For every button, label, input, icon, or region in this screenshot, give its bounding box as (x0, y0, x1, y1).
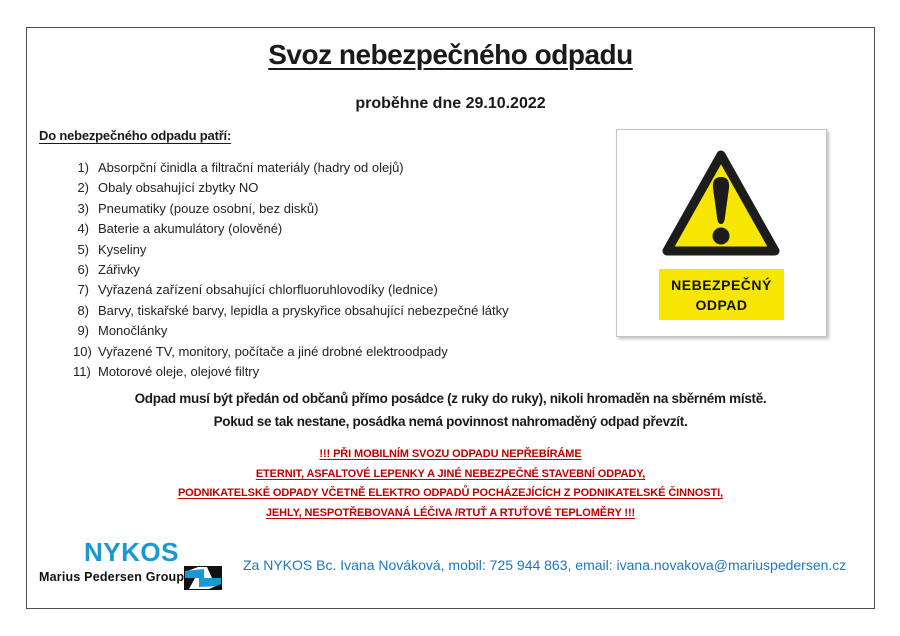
warning-triangle-icon (658, 146, 784, 264)
list-item (73, 280, 509, 300)
list-item (73, 240, 509, 260)
marius-pedersen-group-label: Marius Pedersen Group (39, 570, 185, 584)
nykos-logo: NYKOS (84, 537, 179, 567)
list-item-text: Absorpční činidla a filtrační materiály (hadry od olejů) (98, 160, 404, 175)
list-item-text: Vyřazené TV, monitory, počítače a jiné drobné elektroodpady (98, 343, 448, 359)
list-item-number: 7) (77, 282, 89, 298)
list-item-text: Baterie a akumulátory (olověné) (98, 221, 283, 237)
list-item-text: Motorové oleje, olejové filtry (98, 363, 260, 379)
list-item-number: 8) (77, 302, 89, 318)
page-frame (26, 27, 875, 609)
list-item-number: 5) (77, 241, 89, 257)
list-item (73, 321, 509, 341)
warning-line: ETERNIT, ASFALTOVÉ LEPENKY A JINÉ NEBEZPEČNÉ STAVEBNÍ ODPADY, (255, 467, 646, 480)
sign-label (659, 269, 784, 320)
list-item-number: 1) (77, 160, 89, 175)
list-item-text: Zářivky (98, 261, 140, 277)
list-item-text: Monočlánky (98, 323, 168, 339)
event-date-subtitle: proběhne dne 29.10.2022 (355, 95, 546, 112)
list-item-number: 6) (77, 261, 89, 277)
list-item-number: 3) (77, 200, 89, 216)
list-item (73, 301, 509, 321)
notice-line: Odpad musí být předán od občanů přímo posádce (z ruky do ruky), nikoli hromaděn na sběrném místě. (134, 391, 767, 406)
list-heading: Do nebezpečného odpadu patří: (39, 128, 232, 143)
list-item (73, 342, 509, 362)
warning-line: PODNIKATELSKÉ ODPADY VČETNĚ ELEKTRO ODPADŮ POCHÁZEJÍCÍCH Z PODNIKATELSKÉ ČINNOSTI, (177, 487, 724, 500)
list-item-text: Barvy, tiskařské barvy, lepidla a pryskyřice obsahující nebezpečné látky (98, 302, 509, 318)
list-item-number: 9) (77, 323, 89, 339)
list-item-text: Kyseliny (98, 241, 147, 257)
contact-line: Za NYKOS Bc. Ivana Nováková, mobil: 725 944 863, email: ivana.novakova@mariuspedersen.cz (243, 557, 847, 573)
sign-label-line2: ODPAD (695, 297, 748, 313)
warning-line: JEHLY, NESPOTŘEBOVANÁ LÉČIVA /RTUŤ A RTUŤOVÉ TEPLOMĚRY !!! (265, 506, 636, 519)
list-item-number: 2) (77, 180, 89, 196)
marius-pedersen-flag-icon (184, 566, 222, 590)
list-item (73, 362, 509, 382)
list-item-number: 4) (77, 221, 89, 237)
list-item-text: Obaly obsahující zbytky NO (98, 180, 259, 196)
not-accepted-warning (27, 445, 874, 523)
page-title: Svoz nebezpečného odpadu (268, 39, 633, 70)
notice-line: Pokud se tak nestane, posádka nemá povinnost nahromaděný odpad převzít. (213, 414, 688, 429)
list-item-text: Vyřazená zařízení obsahující chlorfluoruhlovodíky (lednice) (98, 282, 438, 298)
list-item (73, 219, 509, 239)
list-item (73, 158, 509, 178)
list-item-text: Pneumatiky (pouze osobní, bez disků) (98, 200, 319, 216)
warning-line: !!! PŘI MOBILNÍM SVOZU ODPADU NEPŘEBÍRÁME (319, 448, 582, 460)
sign-label-line1: NEBEZPEČNÝ (671, 277, 772, 293)
list-item-number: 10) (73, 343, 92, 359)
list-item (73, 178, 509, 198)
warning-sign-image (616, 129, 827, 337)
list-item (73, 199, 509, 219)
list-item (73, 260, 509, 280)
handover-notice (27, 387, 874, 433)
hazard-list (73, 158, 509, 382)
list-item-number: 11) (73, 363, 91, 379)
